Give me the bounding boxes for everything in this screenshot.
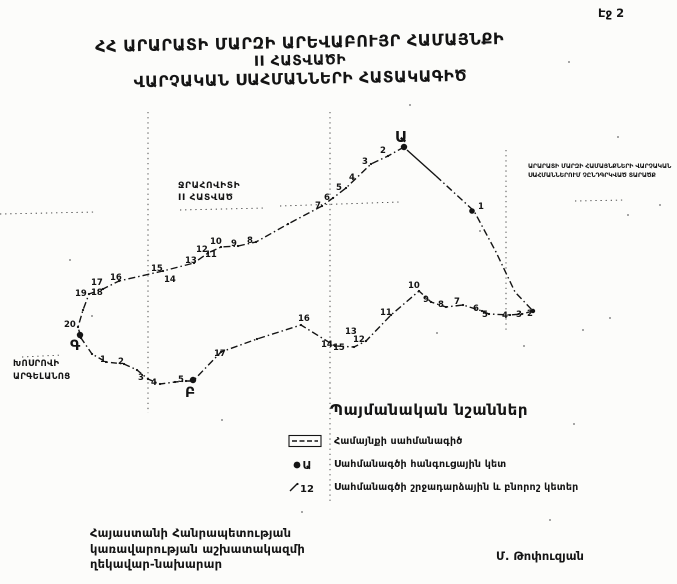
boundary-vertex-tick <box>488 313 490 315</box>
footer-line-2: կառավարության աշխատակազմի <box>90 541 305 556</box>
boundary-point-label: 7 <box>315 201 321 211</box>
grid-line-horizontal <box>22 355 62 357</box>
boundary-point-label: 17 <box>214 349 226 359</box>
boundary-vertex-tick <box>136 369 138 371</box>
boundary-node-label: Ա <box>395 128 408 146</box>
legend-item-node-point <box>288 456 506 472</box>
boundary-vertex-tick <box>353 346 355 348</box>
boundary-vertex-tick <box>91 353 93 355</box>
scan-speck <box>436 332 438 334</box>
scan-speck <box>91 315 93 317</box>
scan-speck <box>568 61 570 63</box>
boundary-point-label: 1 <box>478 202 484 212</box>
legend-item-label: Սահմանագծի հանգուցային կետ <box>334 458 507 470</box>
boundary-point-label: 12 <box>353 335 365 345</box>
legend-item-label: Սահմանագծի շրջադարձային և բնորոշ կետեր <box>334 481 579 493</box>
legend-item-label: Համայնքի սահմանագիծ <box>334 435 463 447</box>
footer-attribution <box>90 526 305 573</box>
boundary-point-label: 3 <box>138 373 144 383</box>
footer-line-3: ղեկավար-նախարար <box>90 557 223 571</box>
boundary-vertex-tick <box>82 309 84 311</box>
boundary-point-label: 8 <box>247 236 253 246</box>
turning-point-symbol <box>288 479 325 495</box>
southwest-boundary <box>81 338 193 384</box>
boundary-point-label: 15 <box>151 264 163 274</box>
boundary-point-label: 9 <box>231 239 237 249</box>
boundary-vertex-tick <box>300 324 302 326</box>
svg-text:12: 12 <box>300 484 314 495</box>
boundary-point-label: 1 <box>100 355 106 365</box>
scan-speck <box>523 345 525 347</box>
boundary-point-label: 18 <box>91 288 103 298</box>
boundary-vertex-tick <box>430 301 432 303</box>
east-neighbor-label: ԱՐԱՐԱՏԻ ՄԱՐԶԻ ՀԱՄԱՅՆՔՆԵՐԻ ՎԱՐՉԱԿԱՆ ՍԱՀՄԱՆՆԵՐՈՒՄ ՉԸՆԴԳՐԿՎԱԾ ՏԱՐԱԾՔ <box>528 163 672 179</box>
boundary-point-label: 5 <box>336 183 342 193</box>
boundary-point-label: 12 <box>196 245 208 255</box>
boundary-vertex-tick <box>287 223 289 225</box>
boundary-point-label: 3 <box>516 310 522 320</box>
signature: Մ. Թոփուզյան <box>496 549 584 563</box>
scan-speck <box>609 317 611 319</box>
boundary-vertex-tick <box>321 205 323 207</box>
boundary-point-label: 2 <box>527 309 533 319</box>
boundary-vertex-tick <box>147 378 149 380</box>
boundary-point-label: 15 <box>333 343 345 353</box>
legend-title: Պայմանական նշաններ <box>330 401 529 419</box>
boundary-point-label: 6 <box>324 193 330 203</box>
boundary-node-label: Գ <box>70 338 81 354</box>
boundary-point-label: 5 <box>482 310 488 320</box>
footer-line-1: Հայաստանի Հանրապետության <box>90 526 292 540</box>
boundary-vertex-tick <box>237 245 239 247</box>
boundary-point-label: 14 <box>321 340 333 350</box>
boundary-vertex-tick <box>88 293 90 295</box>
boundary-point-label: 17 <box>91 278 103 288</box>
boundary-point-label: 10 <box>210 237 222 247</box>
boundary-point-label: 4 <box>502 311 508 321</box>
title-line-1: ՀՀ ԱՐԱՐԱՏԻ ՄԱՐԶԻ ԱՐԵՎԱԲՈՒՅՐ ՀԱՄԱՅՆՔԻ <box>95 29 505 56</box>
scan-speck <box>549 519 551 521</box>
northwest-boundary <box>78 147 404 338</box>
boundary-point-label: 11 <box>205 250 217 260</box>
boundary-vertex-tick <box>185 380 187 382</box>
scan-speck <box>617 136 619 138</box>
grid-line-horizontal <box>280 202 400 206</box>
scan-speck <box>409 104 411 106</box>
boundary-point-label: 4 <box>151 378 157 388</box>
page-number: Էջ 2 <box>598 6 625 20</box>
boundary-vertex-tick <box>387 155 389 157</box>
boundary-vertex-tick <box>370 163 372 165</box>
boundary-vertex-tick <box>255 241 257 243</box>
grid-line-horizontal <box>575 200 625 201</box>
boundary-point-label: 13 <box>345 327 357 337</box>
boundary-point-label: 20 <box>64 320 76 330</box>
scan-speck <box>582 329 584 331</box>
node-point-symbol <box>288 456 325 472</box>
boundary-point-label: 16 <box>298 314 310 324</box>
boundary-node-dot <box>469 208 475 214</box>
boundary-vertex-tick <box>445 306 447 308</box>
boundary-point-label: 13 <box>185 256 197 266</box>
title-line-3: ՎԱՐՉԱԿԱՆ ՍԱՀՄԱՆՆԵՐԻ ՀԱՏԱԿԱԳԻԾ <box>133 66 468 92</box>
boundary-point-label: 2 <box>118 357 124 367</box>
northeast-boundary <box>436 176 533 311</box>
boundary-vertex-tick <box>462 304 464 306</box>
legend <box>288 401 633 501</box>
boundary-point-label: 11 <box>380 308 392 318</box>
boundary-point-label: 7 <box>454 297 460 307</box>
boundary-point-label: 3 <box>362 157 368 167</box>
boundary-vertex-tick <box>345 187 347 189</box>
boundary-point-label: 8 <box>438 300 444 310</box>
boundary-point-label: 14 <box>164 275 176 285</box>
legend-item-turning-point <box>288 479 578 495</box>
boundary-point-label: 6 <box>473 304 479 314</box>
title-line-2: II ՀԱՏՎԱԾԻ <box>253 52 347 70</box>
scan-speck <box>301 511 303 513</box>
boundary-vertex-tick <box>256 338 258 340</box>
grid-line-horizontal <box>0 212 95 214</box>
legend-item-boundary <box>288 433 463 449</box>
boundary-node-label: Բ <box>185 385 196 401</box>
scan-speck <box>627 214 629 216</box>
node-a-leader <box>407 150 436 176</box>
boundary-point-label: 5 <box>178 375 184 385</box>
boundary-node-dot <box>190 377 196 383</box>
scan-speck <box>479 230 481 232</box>
boundary-point-label: 16 <box>110 273 122 283</box>
boundary-point-label: 10 <box>408 281 420 291</box>
boundary-vertex-tick <box>332 197 334 199</box>
north-neighbor-label: ՋՐԱՀՈՎԻՏԻ II ՀԱՏՎԱԾ <box>178 181 241 203</box>
scan-speck <box>69 259 71 261</box>
svg-text:Ա: Ա <box>302 459 312 472</box>
boundary-vertex-tick <box>159 383 161 385</box>
boundary-point-label: 2 <box>380 146 386 156</box>
boundary-vertex-tick <box>509 314 511 316</box>
boundary-line-symbol <box>288 434 325 448</box>
boundary-point-label: 4 <box>349 173 355 183</box>
scan-speck <box>659 204 661 206</box>
scan-speck <box>221 419 223 421</box>
west-neighbor-label: ԽՈՍՐՈՎԻ ԱՐԳԵԼԱՆՈՑ <box>13 359 71 382</box>
boundary-vertex-tick <box>174 381 176 383</box>
boundary-vertex-tick <box>77 326 79 328</box>
boundary-point-label: 19 <box>75 289 87 299</box>
boundary-point-label: 9 <box>423 295 429 305</box>
grid-line-horizontal <box>180 208 265 210</box>
boundary-vertex-tick <box>365 340 367 342</box>
